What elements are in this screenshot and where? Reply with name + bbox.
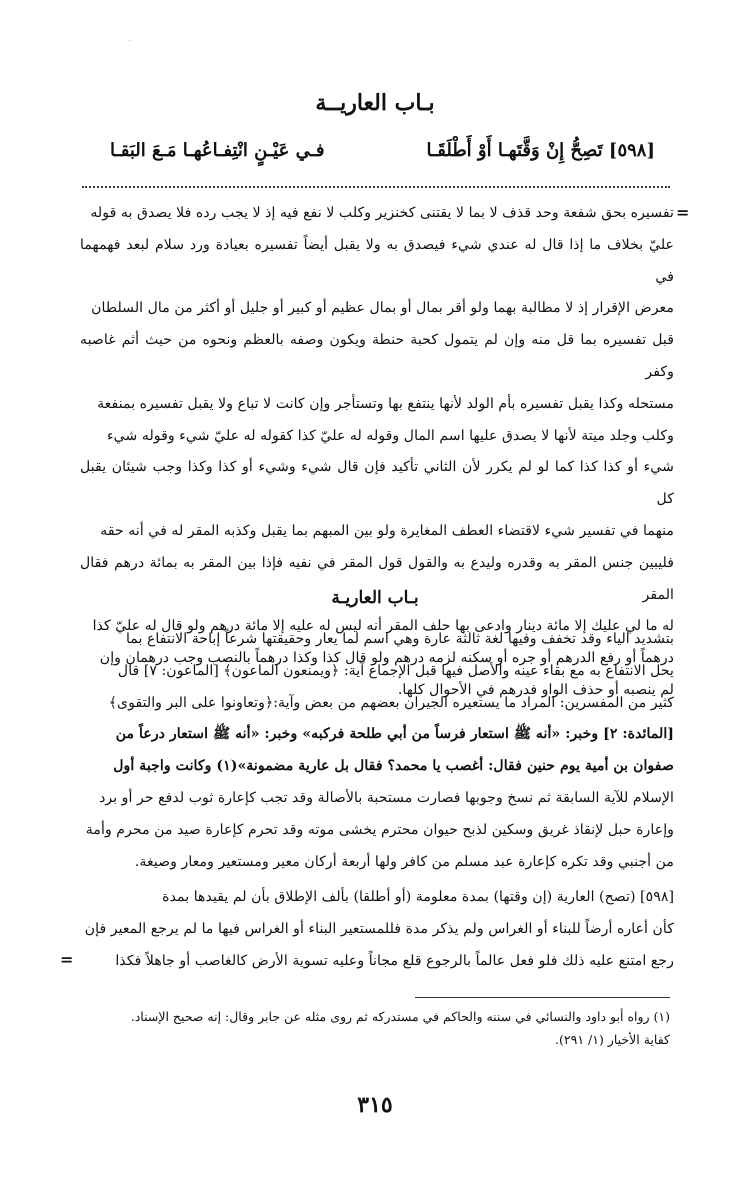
text-line: شيء أو كذا كذا كما لو لم يكرر لأن الثاني تأكيد فإن قال شيء وشيء أو كذا وكذا وجب شيئان يقبل كل — [80, 459, 674, 508]
text-line: عليّ بخلاف ما إذا قال له عندي شيء فيصدق به ولا يقبل أيضاً تفسيره بعيادة ورد سلام لبعد فهمهما في — [80, 236, 674, 285]
commentary-text — [80, 882, 674, 977]
text-line: كثير من المفسرين: المراد ما يستعيره الجيران بعضهم من بعض وآية:﴿وتعاونوا على البر والتقوى﴾ — [108, 694, 674, 711]
verse-line — [110, 140, 655, 161]
text-line: يحل الانتفاع به مع بقاء عينه والأصل فيها قبل الإجماع آية: ﴿ويمنعون الماعون﴾ [الماعون: ٧] قال — [117, 662, 674, 679]
text-line: قبل تفسيره بما قل منه وإن لم يتمول كحبة حنطة ويكون وصفه بالعظم ونحوه من حيث أثم غاصبه وكفر — [80, 332, 674, 380]
section-text — [80, 624, 674, 878]
text-line: بتشديد الياء وقد تخفف وفيها لغة ثالثة عارة وهي اسم لما يعار وحقيقتها شرعاً إباحة الانتفاع بما — [125, 631, 674, 647]
verse-first-half: [٥٩٨] تَصِحُّ إِنْ وَقَّتَهـا أَوْ أَطْلَقَـا — [426, 140, 655, 161]
page-title: بـاب العاريــة — [315, 90, 435, 116]
text-line: [المائدة: ٢] وخبر: «أنه ﷺ استعار فرساً من أبي طلحة فركبه» وخبر: «أنه ﷺ استعار درعاً من — [115, 726, 674, 743]
text-line: تفسيره بحق شفعة وحد قذف لا بما لا يقتنى كخنزير وكلب لا نفع فيه إذ لا يجب رده فلا يصدق به قوله — [90, 205, 674, 221]
text-line: معرض الإقرار إذ لا مطالبة بهما ولو أقر بمال أو بمال عظيم أو كبير أو جليل أو أكثر من مال السلطان — [91, 300, 674, 317]
text-line: لم ينصبه أو حذف الواو فدرهم في الأحوال كلها. — [397, 681, 674, 698]
footnote-separator — [415, 997, 670, 998]
text-line: درهماً أو رفع الدرهم أو جره أو سكنه لزمه درهم ولو قال كذا وكذا درهماً بالنصب وجب درهمان وإن — [99, 650, 674, 667]
text-line: فليبين جنس المقر به وقدره وليدع به والقول قول المقر في نفيه فإذا بين المقر به بمائة درهم فقال المقر — [80, 554, 674, 603]
text-line: مستحله وكذا يقبل تفسيره بأم الولد لأنها ينتفع بها وتستأجر وإن كانت لا تباع ولا يقبل تفسيره بمنفعة — [97, 395, 674, 412]
verse-second-half: فـي عَيْـنٍ انْتِفـاعُهـا مَـعَ البَقـا — [110, 140, 325, 161]
footnotes — [82, 1005, 670, 1051]
text-line: وكلب وجلد ميتة لأنها لا يصدق عليها اسم المال وقوله له عليّ كذا كقوله له عليّ شيء وقوله شيء — [106, 427, 674, 444]
scan-speck: · — [129, 38, 131, 45]
text-line: [٥٩٨] (تصح) العارية (إن وقتها) بمدة معلومة (أو أطلقا) بألف الإطلاق بأن لم يقيدها بمدة — [162, 889, 674, 905]
text-line: من أجنبي وقد تكره كإعارة عبد مسلم من كافر ولها أربعة أركان معير ومستعير ومعار وصيغة. — [134, 853, 674, 870]
text-line: وإعارة حبل لإنقاذ غريق وسكين لذبح حيوان محترم يخشى موته وقد تحرم كإعارة صيد من محرم وأمة — [85, 821, 674, 838]
text-line: الإسلام للآية السابقة ثم نسخ وجوبها فصارت مستحبة بالأصالة وقد تجب كإعارة ثوب لدفع حر أو برد — [99, 789, 674, 806]
dotted-divider — [82, 186, 670, 188]
page-number: ٣١٥ — [357, 1092, 393, 1118]
continuation-mark: = — [60, 950, 74, 969]
text-line: كأن أعاره أرضاً للبناء أو الغراس ولم يذكر مدة فللمستعير البناء أو الغراس فيها ما لم يرجع المعير فإن — [84, 920, 674, 937]
footnote-line: (١) رواه أبو داود والنسائي في سننه والحاكم في مستدركه ثم روى مثله عن جابر وقال: إنه صحيح الإسناد. — [130, 1009, 670, 1024]
footnote-line: كفاية الأخيار (١/ ٢٩١). — [555, 1032, 670, 1047]
preamble-continuation-mark: = — [676, 203, 690, 222]
text-line: له ما لي عليك إلا مائة دينار وادعى بها حلف المقر أنه ليس له عليه إلا مائة درهم ولو قال له عليّ كذا — [92, 618, 674, 635]
text-line: رجع امتنع عليه ذلك فلو فعل عالماً بالرجوع قلع مجاناً وعليه تسوية الأرض كالغاصب أو جاهلاً فكذا — [115, 952, 674, 969]
text-line: منهما في تفسير شيء لاقتضاء العطف المغايرة ولو بين المبهم بما يقبل وكذبه المقر له في أنه حقه — [100, 522, 674, 539]
text-line: صفوان بن أمية يوم حنين فقال: أغصب يا محمد؟ فقال بل عارية مضمونة»(١) وكانت واجبة أول — [113, 758, 674, 775]
section-title: بـاب العاريـة — [331, 588, 419, 608]
